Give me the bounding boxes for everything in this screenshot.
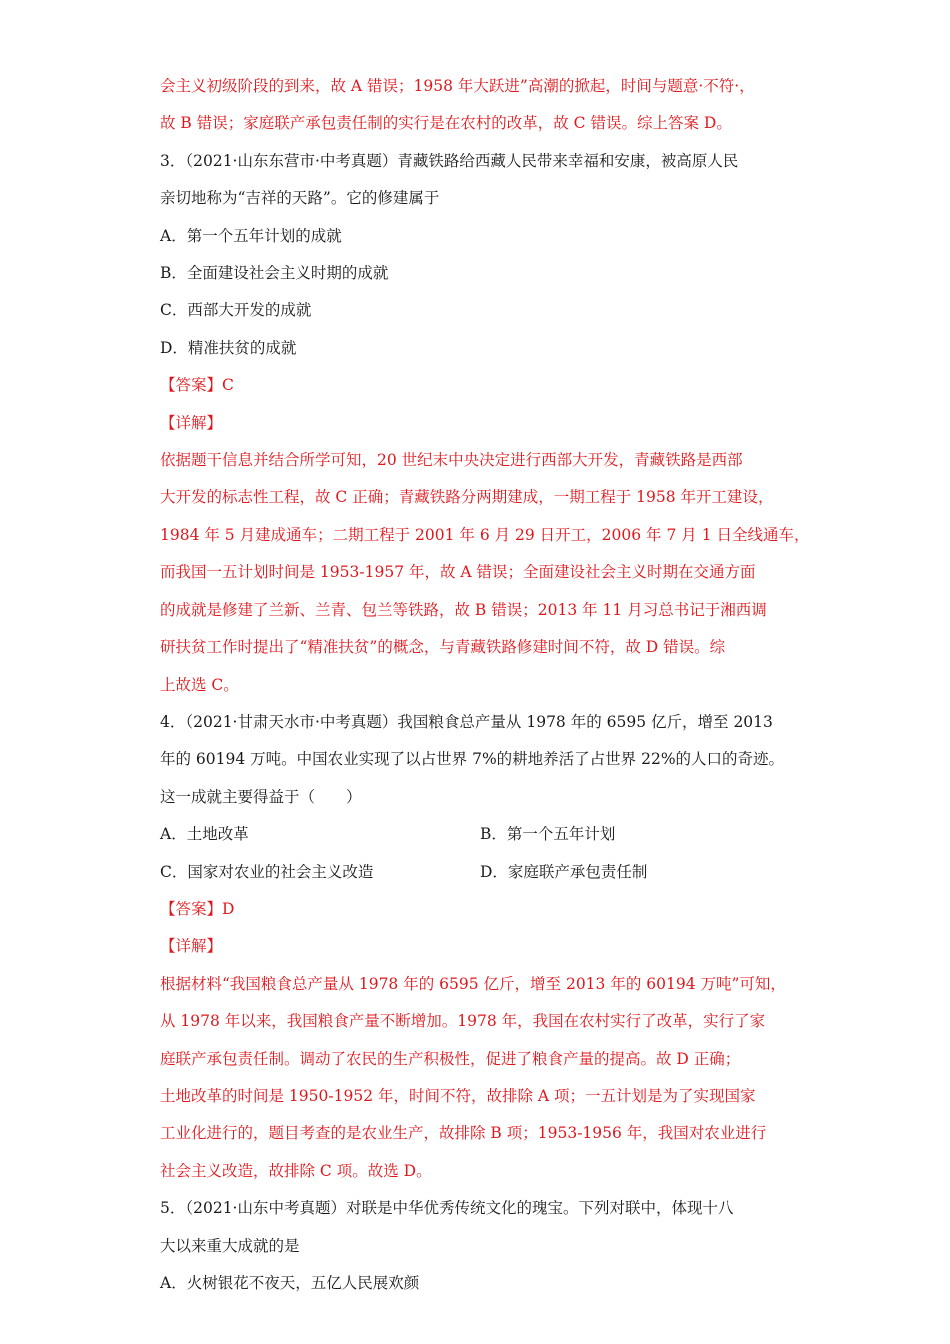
option-a: A．土地改革 <box>160 825 249 844</box>
detail-line: 的成就是修建了兰新、兰青、包兰等铁路，故 B 错误；2013 年 11 月习总书记于湘西调 <box>160 600 767 619</box>
answer-line <box>160 367 800 404</box>
option-row <box>160 816 800 853</box>
option-a: A．火树银花不夜天，五亿人民展欢颜 <box>160 1274 420 1292</box>
option-b: B．全面建设社会主义时期的成就 <box>160 264 389 283</box>
option-d: D．精准扶贫的成就 <box>160 338 297 357</box>
option-d: D．家庭联产承包责任制 <box>480 862 648 881</box>
question-stem-line: 大以来重大成就的是 <box>160 1236 300 1255</box>
detail-tag: 【详解】 <box>160 413 223 432</box>
option-b: B．第一个五年计划 <box>480 825 616 844</box>
detail-text <box>160 442 810 704</box>
detail-tag: 【详解】 <box>160 937 223 956</box>
option-c: C．国家对农业的社会主义改造 <box>160 862 374 881</box>
question-stem-line: 4．（2021·甘肃天水市·中考真题）我国粮食总产量从 1978 年的 6595 亿斤，增至 2013 <box>160 712 773 731</box>
prev-explanation <box>160 68 800 143</box>
detail-line: 工业化进行的，题目考查的是农业生产，故排除 B 项；1953-1956 年，我国对农业进行 <box>160 1124 767 1143</box>
question-3 <box>160 143 810 704</box>
question-5 <box>160 1190 800 1302</box>
answer-value: C <box>222 376 234 395</box>
explanation-line: 会主义初级阶段的到来，故 A 错误；1958 年大跃进”高潮的掀起，时间与题意·不符·， <box>160 77 755 95</box>
detail-line: 研扶贫工作时提出了“精准扶贫”的概念，与青藏铁路修建时间不符，故 D 错误。综 <box>160 638 726 657</box>
detail-text <box>160 966 800 1190</box>
detail-line: 根据材料“我国粮食总产量从 1978 年的 6595 亿斤，增至 2013 年的 60194 万吨”可知， <box>160 974 786 993</box>
question-stem-line: 这一成就主要得益于（ ） <box>160 787 362 806</box>
answer-line <box>160 891 800 928</box>
answer-value: D <box>222 899 235 918</box>
detail-line: 土地改革的时间是 1950-1952 年，时间不符，故排除 A 项；一五计划是为了实现国家 <box>160 1086 756 1105</box>
option-a: A．第一个五年计划的成就 <box>160 226 342 245</box>
option-row <box>160 854 800 891</box>
question-stem-line: 5．（2021·山东中考真题）对联是中华优秀传统文化的瑰宝。下列对联中，体现十八 <box>160 1199 734 1218</box>
detail-line: 上故选 C。 <box>160 675 239 694</box>
explanation-line: 故 B 错误；家庭联产承包责任制的实行是在农村的改革，故 C 错误。综上答案 D。 <box>160 114 732 133</box>
option-c: C．西部大开发的成就 <box>160 301 312 320</box>
detail-line: 庭联产承包责任制。调动了农民的生产积极性，促进了粮食产量的提高。故 D 正确； <box>160 1049 741 1068</box>
detail-line: 1984 年 5 月建成通车；二期工程于 2001 年 6 月 29 日开工，2006 年 7 月 1 日全线通车， <box>160 525 810 544</box>
detail-line: 社会主义改造，故排除 C 项。故选 D。 <box>160 1161 432 1180</box>
question-stem-line: 亲切地称为“吉祥的天路”。它的修建属于 <box>160 189 440 208</box>
detail-line: 大开发的标志性工程，故 C 正确；青藏铁路分两期建成，一期工程于 1958 年开工建设， <box>160 488 774 507</box>
question-4 <box>160 704 800 1190</box>
detail-line: 而我国一五计划时间是 1953-1957 年，故 A 错误；全面建设社会主义时期在交通方面 <box>160 563 756 582</box>
document-page <box>160 68 810 1302</box>
detail-line: 从 1978 年以来，我国粮食产量不断增加。1978 年，我国在农村实行了改革，实行了家 <box>160 1012 766 1031</box>
answer-tag: 【答案】 <box>160 899 223 918</box>
answer-tag: 【答案】 <box>160 376 223 395</box>
question-stem-line: 年的 60194 万吨。中国农业实现了以占世界 7%的耕地养活了占世界 22%的人口的奇迹。 <box>160 750 785 769</box>
question-stem-line: 3．（2021·山东东营市·中考真题）青藏铁路给西藏人民带来幸福和安康，被高原人民 <box>160 151 739 170</box>
detail-line: 依据题干信息并结合所学可知，20 世纪末中央决定进行西部大开发，青藏铁路是西部 <box>160 451 743 470</box>
